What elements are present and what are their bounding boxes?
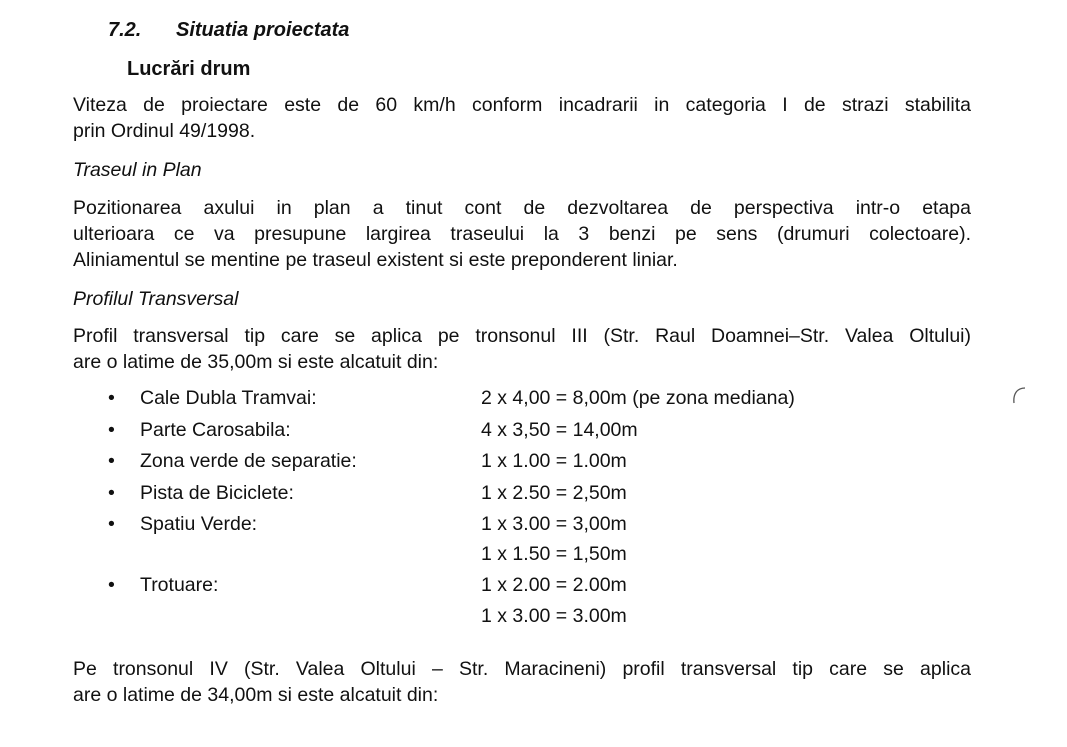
spec-value: 1 x 1.00 = 1.00m <box>481 450 627 472</box>
list-item <box>0 574 1067 604</box>
list-item <box>0 543 1067 573</box>
plan-paragraph <box>73 195 971 273</box>
bullet-icon: • <box>108 419 115 441</box>
bullet-icon: • <box>108 574 115 596</box>
profile-line-1: Profil transversal tip care se aplica pe tronsonul III (Str. Raul Doamnei–Str. Valea Oltului) <box>73 325 971 347</box>
list-item <box>0 387 1067 417</box>
section4-line-1: Pe tronsonul IV (Str. Valea Oltului – Str. Maracineni) profil transversal tip care se aplica <box>73 658 971 680</box>
bullet-icon: • <box>108 482 115 504</box>
spec-value: 1 x 3.00 = 3.00m <box>481 605 627 627</box>
intro-line-1: Viteza de proiectare este de 60 km/h conform incadrarii in categoria I de strazi stabilita <box>73 94 971 116</box>
subsection-title: Lucrări drum <box>127 58 251 80</box>
spec-name: Pista de Biciclete: <box>140 482 294 504</box>
spec-name: Parte Carosabila: <box>140 419 291 441</box>
bullet-icon: • <box>108 450 115 472</box>
spec-value: 1 x 3.00 = 3,00m <box>481 513 627 535</box>
list-item <box>0 513 1067 543</box>
spec-value: 1 x 2.00 = 2.00m <box>481 574 627 596</box>
list-item <box>0 605 1067 635</box>
plan-label: Traseul in Plan <box>73 159 202 181</box>
profile-label: Profilul Transversal <box>73 288 239 310</box>
list-item <box>0 482 1067 512</box>
plan-line-3: Aliniamentul se mentine pe traseul existent si este preponderent liniar. <box>73 249 678 271</box>
section-heading <box>108 19 349 42</box>
scan-artifact-icon <box>1009 385 1031 407</box>
spec-value: 4 x 3,50 = 14,00m <box>481 419 638 441</box>
section4-line-2: are o latime de 34,00m si este alcatuit din: <box>73 684 439 706</box>
list-item <box>0 419 1067 449</box>
spec-name: Spatiu Verde: <box>140 513 258 535</box>
profile-line-2: are o latime de 35,00m si este alcatuit din: <box>73 351 439 373</box>
plan-line-2: ulterioara ce va presupune largirea traseului la 3 benzi pe sens (drumuri colectoare). <box>73 223 971 245</box>
spec-name: Trotuare: <box>140 574 219 596</box>
spec-value: 1 x 2.50 = 2,50m <box>481 482 627 504</box>
section4-paragraph <box>73 656 971 708</box>
section-number: 7.2. <box>108 19 142 41</box>
profile-paragraph <box>73 323 971 375</box>
intro-paragraph <box>73 92 971 144</box>
spec-name: Cale Dubla Tramvai: <box>140 387 317 409</box>
section-title: Situatia proiectata <box>176 19 350 41</box>
list-item <box>0 450 1067 480</box>
intro-line-2: prin Ordinul 49/1998. <box>73 120 256 142</box>
plan-line-1: Pozitionarea axului in plan a tinut cont de dezvoltarea de perspectiva intr-o etapa <box>73 197 971 219</box>
spec-value: 1 x 1.50 = 1,50m <box>481 543 627 565</box>
spec-value: 2 x 4,00 = 8,00m (pe zona mediana) <box>481 387 795 409</box>
spec-name: Zona verde de separatie: <box>140 450 357 472</box>
bullet-icon: • <box>108 513 115 535</box>
bullet-icon: • <box>108 387 115 409</box>
